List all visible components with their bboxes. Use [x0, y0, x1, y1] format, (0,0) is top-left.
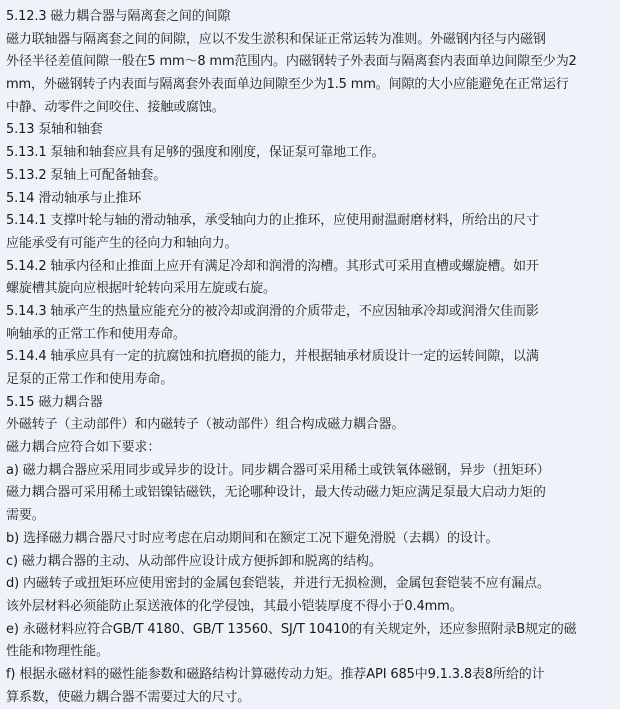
list-item-b: b) 选择磁力耦合器尺寸时应考虑在启动期间和在额定工况下避免滑脱（去耦）的设计。 — [6, 530, 499, 546]
paragraph-line: 磁力耦合器可采用稀土或铝镍钴磁铁，无论哪种设计，最大传动磁力矩应满足泵最大启动力矩的 — [6, 485, 546, 501]
clause-5-13-1: 5.13.1 泵轴和轴套应具有足够的强度和刚度，保证泵可靠地工作。 — [6, 145, 385, 161]
paragraph-line: 中静、动零件之间咬住、接触或腐蚀。 — [6, 99, 225, 115]
list-item-c: c) 磁力耦合器的主动、从动部件应设计成方便拆卸和脱离的结构。 — [6, 553, 382, 569]
paragraph-line: 外磁转子（主动部件）和内磁转子（被动部件）组合构成磁力耦合器。 — [6, 417, 405, 433]
paragraph-line: 响轴承的正常工作和使用寿命。 — [6, 326, 186, 342]
list-item-d: d) 内磁转子或扭矩环应使用密封的金属包套铠装，并进行无损检测，金属包套铠装不应有漏点。 — [6, 576, 550, 592]
paragraph-line: 性能和物理性能。 — [6, 644, 109, 660]
paragraph-line: 算系数，使磁力耦合器不需要过大的尺寸。 — [6, 689, 251, 705]
list-item-f: f) 根据永磁材料的磁性能参数和磁路结构计算磁传动力矩。推荐API 685中9.1.3.8表8所给的计 — [6, 666, 545, 682]
paragraph-line: 该外层材料必须能防止泵送液体的化学侵蚀，其最小铠装厚度不得小于0.4mm。 — [6, 598, 463, 614]
heading-5-13: 5.13 泵轴和轴套 — [6, 122, 103, 138]
heading-5-12-3: 5.12.3 磁力耦合器与隔离套之间的间隙 — [6, 9, 231, 24]
clause-5-14-4: 5.14.4 轴承应具有一定的抗腐蚀和抗磨损的能力，并根据轴承材质设计一定的运转间隙，以满 — [6, 349, 539, 365]
clause-5-14-3: 5.14.3 轴承产生的热量应能充分的被冷却或润滑的介质带走，不应因轴承冷却或润滑欠佳而影 — [6, 303, 539, 319]
clause-5-14-2: 5.14.2 轴承内径和止推面上应开有满足冷却和润滑的沟槽。其形式可采用直槽或螺旋槽。如开 — [6, 258, 539, 274]
paragraph-line: 磁力联轴器与隔离套之间的间隙，应以不发生淤积和保证正常运转为准则。外磁钢内径与内磁钢 — [6, 31, 546, 47]
heading-5-14: 5.14 滑动轴承与止推环 — [6, 190, 142, 206]
clause-5-14-1: 5.14.1 支撑叶轮与轴的滑动轴承，承受轴向力的止推环，应使用耐温耐磨材料，所给出的尺寸 — [6, 213, 539, 229]
paragraph-line: 外径半径差值间隙一般在5 mm～8 mm范围内。内磁钢转子外表面与隔离套内表面单边间隙至少为2 — [6, 54, 577, 70]
list-item-a: a) 磁力耦合器应采用同步或异步的设计。同步耦合器可采用稀土或铁氧体磁钢，异步（扭矩环） — [6, 462, 550, 478]
list-item-e: e) 永磁材料应符合GB/T 4180、GB/T 13560、SJ/T 10410的有关规定外，还应参照附录B规定的磁 — [6, 621, 577, 637]
paragraph-line: 螺旋槽其旋向应根据叶轮转向采用左旋或右旋。 — [6, 281, 276, 297]
paragraph-line: mm，外磁钢转子内表面与隔离套外表面单边间隙至少为1.5 mm。间隙的大小应能避免在正常运行 — [6, 77, 569, 93]
paragraph-line: 应能承受有可能产生的径向力和轴向力。 — [6, 235, 238, 251]
heading-5-15: 5.15 磁力耦合器 — [6, 394, 103, 410]
paragraph-line: 需要。 — [6, 508, 45, 524]
clause-5-13-2: 5.13.2 泵轴上可配备轴套。 — [6, 167, 167, 183]
paragraph-line: 磁力耦合应符合如下要求： — [6, 440, 161, 456]
paragraph-line: 足泵的正常工作和使用寿命。 — [6, 372, 174, 387]
